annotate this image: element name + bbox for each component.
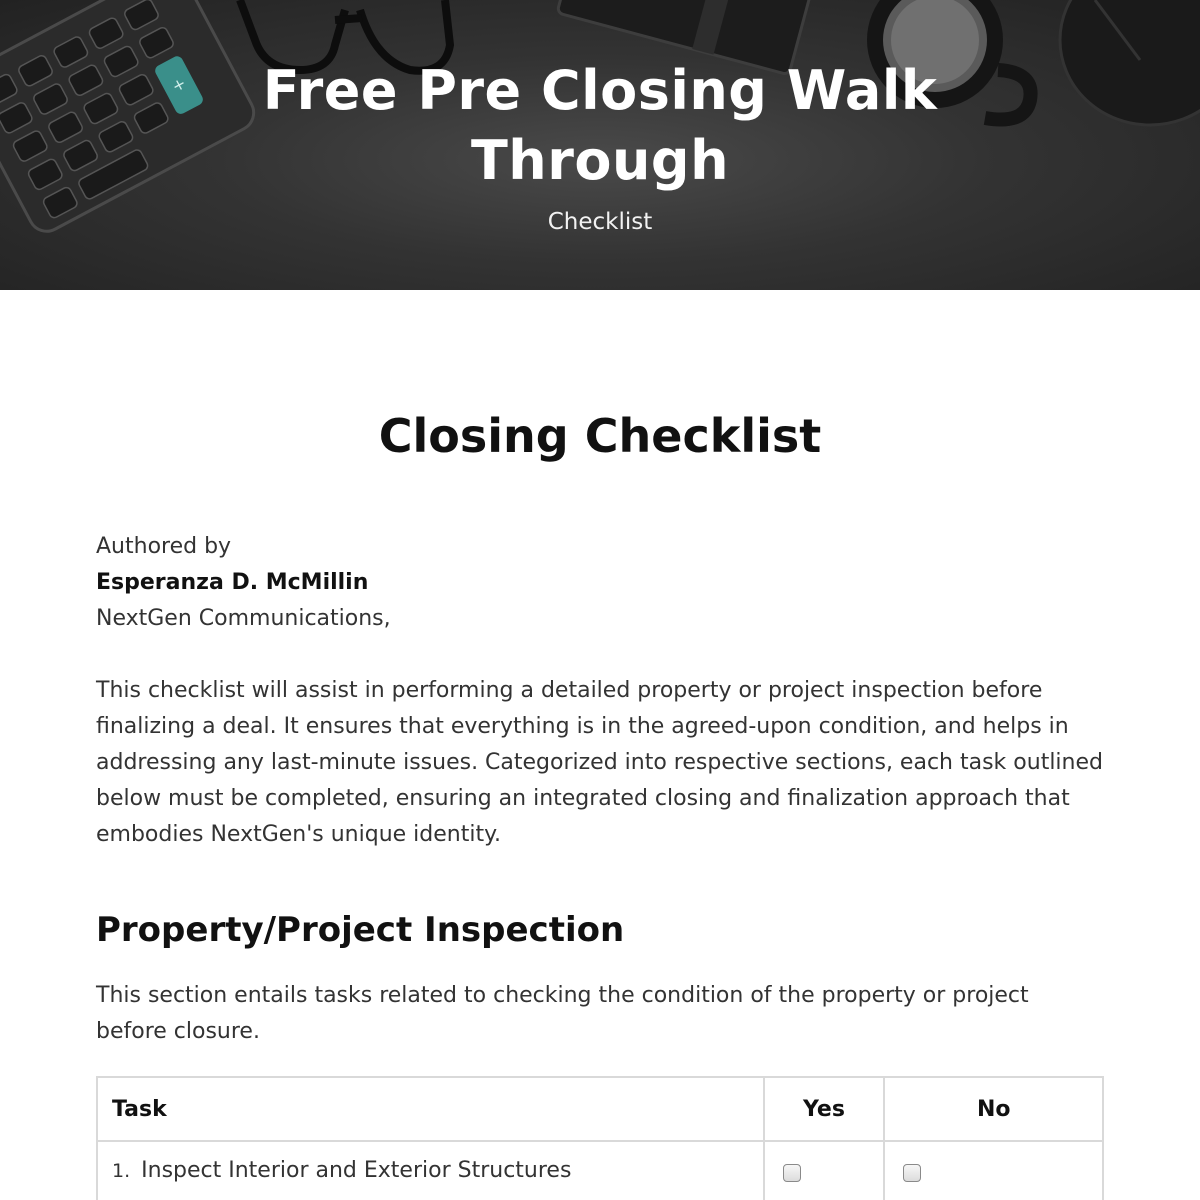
yes-cell [764,1141,885,1200]
no-checkbox[interactable] [903,1164,921,1182]
yes-checkbox[interactable] [783,1164,801,1182]
task-number: 1. [112,1160,131,1182]
no-cell [884,1141,1103,1200]
header-banner [0,0,1200,290]
banner-title-line-1: Free Pre Closing Walk [262,59,938,122]
author-name: Esperanza D. McMillin [96,570,369,595]
intro-paragraph: This checklist will assist in performing a detailed property or project inspection before finalizing a deal. It ensures that everything is in the agreed-upon condition, and helps in addressing any last-minute issues. Categorized into respective sections, each task outlined below must be completed, ensuring an integrated closing and finalization approach that embodies NextGen's unique identity. [96,678,1103,847]
column-header-no: No [884,1077,1103,1141]
document-title: Closing Checklist [378,409,822,463]
author-block [96,529,391,637]
column-header-yes: Yes [764,1077,885,1141]
table-header-row [97,1077,1103,1141]
authored-by-label: Authored by [96,534,232,559]
section-description: This section entails tasks related to checking the condition of the property or project before closure. [96,983,1029,1044]
section-heading: Property/Project Inspection [96,910,625,950]
banner-subtitle: Checklist [547,209,653,235]
task-table [96,1076,1104,1200]
banner-title-line-2: Through [470,129,730,192]
table-row [97,1141,1103,1200]
task-cell [97,1141,764,1200]
author-organization: NextGen Communications, [96,606,391,631]
banner-title [0,56,1200,196]
svg-text:+: + [168,73,190,97]
column-header-task: Task [97,1077,764,1141]
task-label: Inspect Interior and Exterior Structures [141,1158,572,1183]
